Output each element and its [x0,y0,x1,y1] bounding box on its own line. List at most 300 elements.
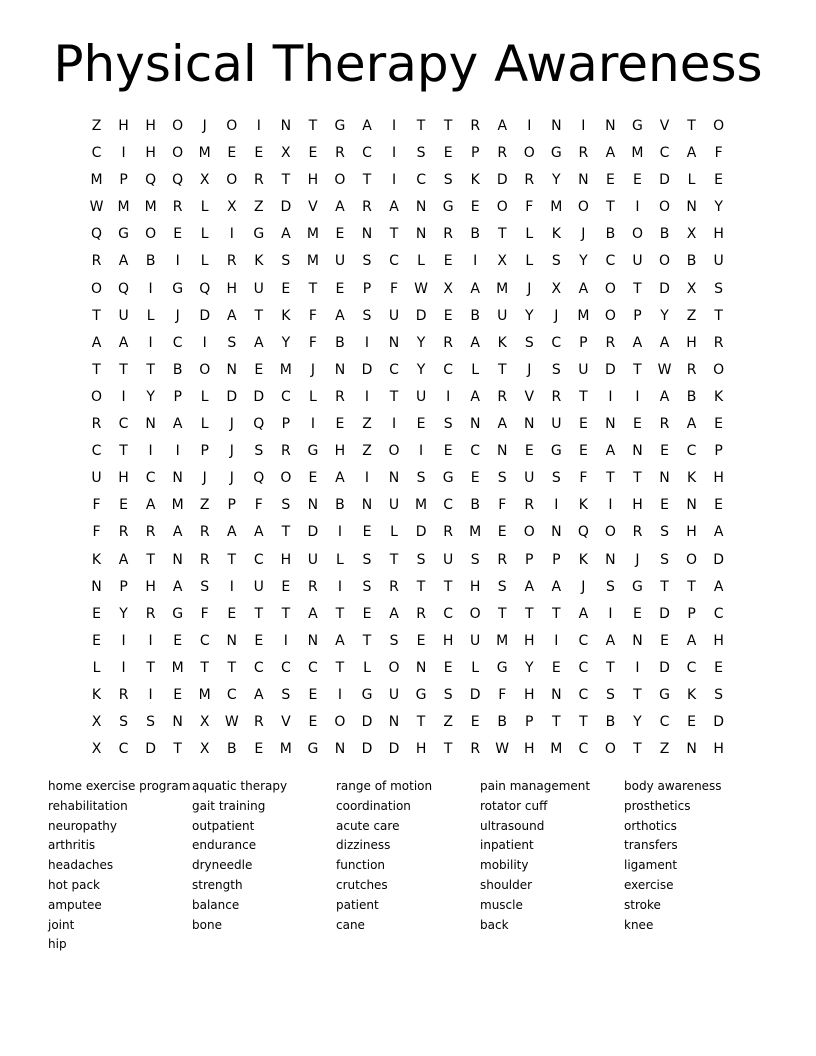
grid-letter: T [633,470,642,487]
grid-letter: Z [686,307,697,324]
grid-letter: O [713,361,725,378]
grid-letter: S [362,307,372,324]
grid-letter: G [361,686,373,703]
grid-letter: N [415,226,427,243]
grid-letter: W [89,199,104,216]
grid-letter: R [443,334,453,351]
grid-row [83,357,733,384]
grid-letter: T [714,307,723,324]
grid-letter: L [687,172,696,189]
grid-letter: G [118,226,129,243]
grid-letter: G [172,280,184,297]
grid-letter: C [145,470,156,487]
grid-letter: P [470,145,480,162]
grid-letter: T [606,659,615,676]
grid-letter: C [470,443,481,460]
grid-letter: F [200,605,209,622]
grid-letter: S [524,334,534,351]
grid-letter: I [391,172,397,189]
grid-letter: U [118,307,129,324]
grid-letter: O [280,470,292,487]
grid-letter: A [686,145,697,162]
grid-letter: O [604,307,616,324]
grid-letter: A [659,334,670,351]
grid-letter: C [659,145,670,162]
grid-letter: O [604,741,616,758]
grid-letter: P [633,307,642,324]
grid-letter: O [145,226,157,243]
grid-letter: H [524,686,535,703]
grid-letter: O [91,388,103,405]
grid-letter: U [388,497,400,514]
grid-letter: H [713,470,724,487]
grid-letter: C [308,659,318,676]
grid-letter: P [119,172,128,189]
grid-letter: D [415,524,427,541]
grid-letter: O [496,199,508,216]
grid-letter: K [578,497,588,514]
grid-letter: D [361,714,373,731]
grid-letter: S [362,551,372,568]
word-item: muscle [480,897,523,912]
grid-letter: R [497,145,508,162]
grid-letter: B [145,253,156,270]
grid-letter: C [253,659,264,676]
grid-letter: O [604,280,616,297]
grid-letter: R [253,172,264,189]
grid-letter: M [279,361,292,378]
grid-letter: T [443,578,453,595]
grid-letter: P [362,280,372,297]
grid-letter: J [202,118,207,134]
grid-letter: B [335,497,345,514]
grid-letter: T [633,280,642,297]
grid-letter: U [91,470,102,487]
grid-letter: M [577,307,590,324]
grid-letter: E [578,443,588,460]
grid-letter: Z [659,741,670,758]
grid-letter: R [443,524,453,541]
grid-letter: Y [281,334,291,351]
grid-letter: R [443,226,453,243]
grid-letter: U [524,470,535,487]
grid-row [83,709,733,736]
grid-letter: D [253,388,265,405]
grid-letter: J [635,551,640,568]
grid-letter: B [470,497,480,514]
grid-letter: E [92,605,101,622]
grid-row [83,519,733,546]
grid-letter: U [632,253,643,270]
word-item: amputee [48,897,102,912]
grid-letter: R [416,605,426,622]
grid-letter: A [118,551,129,568]
grid-letter: I [364,334,370,351]
grid-letter: T [579,388,588,405]
grid-letter: N [334,361,346,378]
grid-letter: A [470,280,480,297]
grid-letter: E [633,605,642,622]
grid-letter: E [443,145,453,162]
grid-letter: Q [253,416,265,433]
grid-row [83,736,733,763]
grid-letter: U [307,551,319,568]
grid-letter: E [308,686,318,703]
grid-letter: T [389,551,399,568]
word-item: stroke [624,897,661,912]
grid-letter: T [606,470,615,487]
grid-letter: E [254,632,264,649]
grid-letter: N [91,578,102,595]
grid-letter: M [279,741,292,758]
grid-letter: J [310,361,315,378]
grid-letter: Y [714,199,723,216]
grid-letter: R [308,578,318,595]
grid-letter: K [714,388,724,405]
grid-letter: U [388,307,400,324]
word-item: exercise [624,877,674,892]
grid-letter: O [469,605,481,622]
grid-letter: C [416,172,426,189]
grid-letter: E [335,280,345,297]
word-item: patient [336,897,379,912]
grid-letter: N [632,632,643,649]
grid-letter: T [281,524,291,541]
grid-letter: N [172,714,183,731]
grid-letter: G [172,605,184,622]
grid-letter: O [334,714,346,731]
grid-row [83,492,733,519]
grid-letter: F [254,497,263,514]
grid-row [83,384,733,411]
grid-letter: L [200,226,209,243]
grid-letter: G [307,741,319,758]
grid-letter: A [605,632,616,649]
grid-letter: A [659,388,670,405]
grid-letter: A [524,578,535,595]
grid-letter: Q [145,172,157,189]
grid-letter: V [281,714,291,731]
grid-letter: A [226,307,237,324]
grid-letter: T [497,605,507,622]
grid-letter: N [307,632,319,649]
grid-letter: C [389,361,399,378]
word-item: ultrasound [480,818,545,833]
grid-letter: T [335,605,345,622]
grid-letter: L [363,659,371,676]
grid-letter: Y [660,307,669,324]
grid-letter: C [253,551,264,568]
grid-letter: I [148,686,153,703]
grid-letter: C [362,145,372,162]
grid-letter: I [337,578,343,595]
grid-letter: T [552,605,561,622]
grid-letter: F [525,199,534,216]
grid-letter: I [121,632,126,649]
word-item: function [336,858,386,873]
grid-letter: R [118,524,129,541]
word-item: balance [192,897,240,912]
grid-letter: K [254,253,264,270]
grid-letter: N [659,470,670,487]
grid-letter: A [605,443,616,460]
grid-letter: M [415,497,428,514]
grid-letter: F [579,470,588,487]
grid-letter: S [714,686,724,703]
grid-letter: L [308,388,317,405]
grid-letter: N [280,118,292,134]
grid-letter: L [525,226,534,243]
grid-letter: E [119,497,128,514]
grid-letter: B [172,361,183,378]
grid-letter: Y [119,605,128,622]
grid-letter: E [362,524,372,541]
grid-letter: J [581,226,586,243]
grid-letter: S [254,443,264,460]
grid-letter: E [470,199,480,216]
word-item: outpatient [192,818,255,833]
grid-letter: K [497,334,507,351]
word-column [480,777,624,935]
grid-letter: M [144,199,157,216]
grid-letter: E [443,307,453,324]
grid-letter: C [91,145,102,162]
grid-letter: J [229,470,234,487]
word-item: transfers [624,838,678,853]
grid-letter: P [579,334,588,351]
grid-letter: I [229,226,234,243]
grid-letter: H [713,632,724,649]
grid-letter: M [631,145,644,162]
grid-letter: R [470,118,481,134]
grid-letter: P [281,416,291,433]
grid-letter: I [391,145,397,162]
grid-letter: G [334,118,346,134]
grid-letter: I [635,388,640,405]
grid-letter: T [281,172,291,189]
grid-letter: E [308,714,318,731]
grid-letter: O [523,524,535,541]
grid-letter: A [578,280,589,297]
grid-letter: A [362,118,372,134]
grid-row [83,113,733,140]
grid-letter: E [578,416,588,433]
grid-letter: N [686,199,697,216]
grid-letter: R [632,524,643,541]
grid-letter: N [172,551,183,568]
grid-letter: I [419,443,424,460]
grid-letter: S [119,714,129,731]
grid-letter: S [443,416,453,433]
grid-letter: C [443,605,454,622]
grid-letter: P [119,578,128,595]
grid-letter: E [173,226,183,243]
grid-letter: N [388,714,400,731]
grid-letter: X [91,714,102,731]
word-item: hot pack [48,877,100,892]
grid-letter: S [470,551,480,568]
grid-letter: S [200,578,210,595]
grid-letter: O [658,199,671,216]
grid-row [83,682,733,709]
grid-letter: F [308,334,317,351]
grid-letter: U [253,578,264,595]
grid-letter: N [632,443,643,460]
grid-letter: O [334,172,346,189]
grid-letter: N [415,199,427,216]
grid-letter: M [469,524,482,541]
grid-letter: O [226,172,238,189]
grid-letter: O [577,199,589,216]
grid-letter: I [581,118,586,134]
grid-letter: C [199,632,210,649]
grid-letter: T [579,714,588,731]
grid-letter: H [145,578,156,595]
grid-letter: T [497,361,507,378]
grid-letter: R [551,388,562,405]
word-item: back [480,917,509,932]
grid-letter: S [605,578,615,595]
grid-row [83,547,733,574]
grid-letter: M [496,632,509,649]
grid-letter: S [551,470,561,487]
grid-letter: G [550,145,562,162]
grid-letter: S [362,578,372,595]
grid-letter: R [659,416,670,433]
grid-letter: O [713,118,725,134]
grid-letter: Q [118,280,130,297]
grid-letter: C [578,741,589,758]
grid-letter: D [226,388,238,405]
grid-letter: R [362,199,372,216]
grid-letter: U [334,253,346,270]
grid-letter: J [202,470,207,487]
word-item: headaches [48,858,114,873]
grid-letter: N [145,416,156,433]
grid-letter: N [686,741,697,758]
grid-letter: M [117,199,130,216]
grid-letter: T [660,578,669,595]
grid-letter: Y [552,172,561,189]
grid-letter: H [226,280,238,297]
grid-letter: E [281,280,291,297]
grid-letter: E [605,172,615,189]
word-item: arthritis [48,838,96,853]
page-title: Physical Therapy Awareness [53,35,763,93]
grid-letter: I [554,497,559,514]
grid-letter: H [334,443,346,460]
grid-letter: T [281,605,291,622]
grid-letter: D [713,551,724,568]
grid-letter: N [686,497,697,514]
word-item: acute care [336,818,400,833]
grid-letter: H [118,118,129,134]
grid-letter: H [524,741,535,758]
grid-letter: S [497,470,507,487]
grid-letter: N [551,686,562,703]
grid-letter: B [659,226,670,243]
grid-letter: E [335,226,345,243]
grid-letter: J [175,307,180,324]
grid-row [83,465,733,492]
grid-letter: I [337,524,343,541]
grid-letter: I [337,686,343,703]
grid-letter: I [175,253,180,270]
word-item: orthotics [624,818,677,833]
grid-letter: I [148,280,153,297]
grid-letter: I [148,632,153,649]
grid-letter: E [308,470,318,487]
grid-letter: R [199,551,210,568]
grid-row [83,221,733,248]
grid-letter: A [497,118,508,134]
grid-letter: X [551,280,562,297]
grid-letter: E [173,686,183,703]
grid-letter: L [471,361,480,378]
grid-letter: I [473,253,478,270]
grid-letter: N [578,172,589,189]
grid-row [83,438,733,465]
grid-letter: A [308,605,318,622]
grid-letter: S [281,497,291,514]
grid-letter: S [551,361,561,378]
grid-letter: N [361,497,373,514]
grid-letter: A [254,524,264,541]
grid-letter: K [686,686,697,703]
grid-letter: E [687,714,696,731]
grid-letter: D [713,714,724,731]
grid-letter: I [635,199,640,216]
grid-letter: D [361,741,373,758]
grid-letter: A [713,578,724,595]
grid-letter: T [416,118,426,134]
grid-letter: D [199,307,211,324]
grid-letter: T [362,632,372,649]
grid-letter: C [578,659,589,676]
grid-letter: W [414,280,428,297]
grid-letter: D [659,605,670,622]
grid-letter: S [416,551,426,568]
grid-letter: Y [416,361,426,378]
grid-letter: R [713,334,724,351]
grid-letter: N [307,497,319,514]
grid-letter: I [256,118,261,134]
grid-letter: X [443,280,453,297]
grid-letter: I [635,659,640,676]
grid-letter: O [631,226,643,243]
grid-letter: G [632,118,643,134]
word-item: mobility [480,858,529,873]
grid-row [83,601,733,628]
grid-letter: B [335,334,345,351]
grid-letter: R [686,361,697,378]
grid-letter: T [633,686,642,703]
grid-letter: F [498,686,507,703]
grid-letter: R [389,578,399,595]
grid-letter: I [608,605,613,622]
grid-letter: O [91,280,103,297]
grid-row [83,276,733,303]
grid-letter: M [550,199,563,216]
grid-letter: U [443,551,454,568]
grid-letter: C [226,686,237,703]
grid-letter: F [92,524,101,541]
grid-letter: K [686,470,697,487]
grid-letter: R [335,388,345,405]
grid-letter: X [226,199,237,216]
grid-letter: N [172,470,183,487]
grid-letter: E [92,632,101,649]
